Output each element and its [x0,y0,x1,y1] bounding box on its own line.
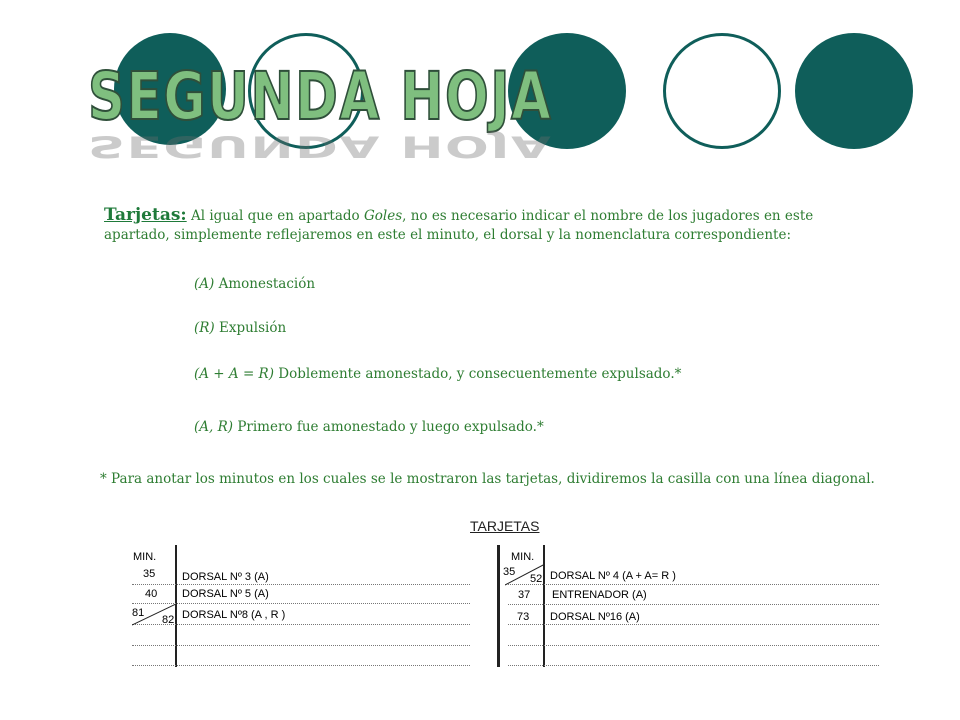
deco-ring-2 [663,33,781,149]
right-row-min2: 52 [530,573,543,585]
left-row-entry: DORSAL Nº 3 (A) [182,571,269,583]
legend-code: (A + A = R) [194,366,274,382]
right-row-entry: DORSAL Nº16 (A) [550,611,640,623]
left-row-entry: DORSAL Nº 5 (A) [182,588,269,600]
page-title: SEGUNDA HOJA [88,58,553,135]
right-row-line [508,624,879,625]
legend-code: (R) [194,320,215,336]
right-row-entry: ENTRENADOR (A) [552,589,647,601]
legend-code: (A, R) [194,419,234,435]
title-reflection: SEGUNDA HOJA [88,129,553,164]
legend-item-r [194,319,286,338]
left-row-line [132,624,470,625]
right-row-line [508,645,879,646]
legend-desc: Amonestación [214,276,316,292]
intro-text-2: , no es necesario indicar el nombre de los jugadores en este apartado, simplemente reflejaremos en este el minuto, el dorsal y la nomenclatura correspondiente: [104,208,814,243]
footnote: * Para anotar los minutos en los cuales se le mostraron las tarjetas, dividiremos la casilla con una línea diagonal. [100,471,875,487]
tarjetas-title: TARJETAS [470,518,540,534]
right-row-min: 73 [517,611,530,623]
left-row-line [132,603,470,604]
intro-goles: Goles [363,208,403,224]
right-row-line [508,665,879,666]
intro-heading: Tarjetas: [104,205,187,225]
legend-desc: Expulsión [214,320,287,336]
left-row-line [132,665,470,666]
left-row-line [132,645,470,646]
legend-item-a [194,275,315,294]
left-row-min2: 82 [162,614,175,626]
intro-text-1: Al igual que en apartado [186,208,364,224]
right-row-line [508,584,879,585]
legend-item-aar [194,365,681,384]
left-min-header: MIN. [133,551,157,563]
left-row-entry: DORSAL Nº8 (A , R ) [182,609,286,621]
right-row-min: 35 [503,566,516,578]
right-row-line [508,604,879,605]
legend-item-ar [194,418,544,437]
legend-desc: Primero fue amonestado y luego expulsado.* [233,419,544,435]
left-row-min: 81 [132,607,145,619]
legend-desc: Doblemente amonestado, y consecuentemente expulsado.* [274,366,682,382]
right-sheet-border [497,545,500,667]
right-row-min: 37 [518,589,531,601]
right-min-header: MIN. [511,551,535,563]
left-row-min: 40 [145,588,158,600]
right-row-entry: DORSAL Nº 4 (A + A= R ) [550,570,676,582]
intro-paragraph [104,206,824,245]
legend-code: (A) [194,276,215,292]
deco-circle-3 [795,33,913,149]
left-row-min: 35 [143,568,156,580]
left-row-line [132,584,470,585]
